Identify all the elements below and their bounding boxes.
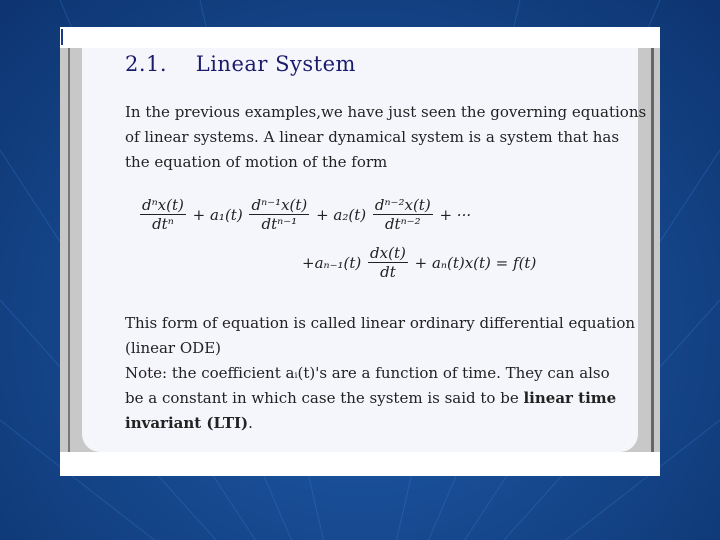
- equation-row-1: [138, 196, 471, 233]
- fraction: [373, 196, 433, 233]
- scan-border-left: [68, 48, 70, 452]
- fraction: [249, 196, 309, 233]
- note-line: [125, 386, 617, 411]
- note-line: This form of equation is called linear ordinary differential equation: [125, 314, 636, 332]
- fraction-denominator: dtⁿ⁻¹: [261, 215, 298, 233]
- equation-row-2: [302, 244, 536, 281]
- note-paragraph: [125, 311, 636, 436]
- note-text: be a constant in which case the system is said to be: [125, 389, 519, 407]
- fraction-denominator: dtⁿ⁻²: [384, 215, 421, 233]
- fraction: [368, 244, 408, 281]
- scan-border-right: [651, 48, 654, 452]
- intro-line: of linear systems. A linear dynamical system is a system that has: [125, 128, 620, 146]
- intro-line: the equation of motion of the form: [125, 153, 388, 171]
- equation-term: + ···: [439, 205, 472, 224]
- scanned-page-area: [60, 48, 660, 452]
- note-line: (linear ODE): [125, 339, 221, 357]
- fraction-denominator: dt: [380, 263, 396, 281]
- fraction-numerator: dⁿ⁻¹x(t): [251, 196, 308, 214]
- fraction: [140, 196, 186, 233]
- equation-term: + aₙ(t)x(t) = f(t): [414, 253, 537, 272]
- equation-term: + a₁(t): [192, 205, 243, 224]
- top-mark: [61, 29, 63, 45]
- fraction-numerator: dⁿx(t): [142, 196, 184, 214]
- scanned-page: [82, 48, 647, 452]
- equation-term: +aₙ₋₁(t): [302, 253, 362, 272]
- note-line: Note: the coefficient aᵢ(t)'s are a function of time. They can also: [125, 364, 610, 382]
- section-heading: 2.1. Linear System: [125, 52, 356, 76]
- bold-term: invariant (LTI): [125, 414, 249, 432]
- slide-image-frame: [60, 27, 660, 476]
- bold-term: linear time: [523, 389, 617, 407]
- top-strip: [60, 27, 660, 48]
- note-line: [125, 411, 595, 436]
- note-text: .: [248, 414, 253, 432]
- intro-paragraph: [125, 100, 647, 175]
- fraction-numerator: dⁿ⁻²x(t): [374, 196, 431, 214]
- fraction-denominator: dtⁿ: [152, 215, 174, 233]
- equation-term: + a₂(t): [316, 205, 367, 224]
- fraction-numerator: dx(t): [370, 244, 406, 262]
- intro-line: In the previous examples,we have just seen the governing equations: [125, 103, 647, 121]
